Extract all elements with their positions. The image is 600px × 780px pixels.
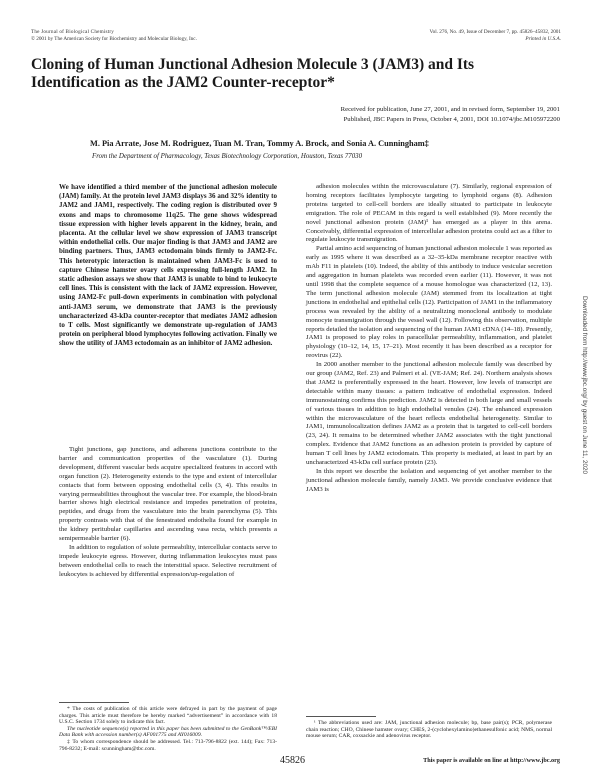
body-column-left xyxy=(59,446,277,580)
footnote-genbank: The nucleotide sequence(s) reported in this paper has been submitted to the GenBank™/EBI Data Bank with accession number(s) AF001775 and AY016009. xyxy=(59,725,277,739)
body-column-right xyxy=(306,183,552,495)
body-paragraph: In 2000 another member to the junctional adhesion molecule family was described by our group (JAM2, Ref. 23) and Palmeri et al. (VE-JAM; Ref. 24). Northern analysis shows that JAM2 is preferentially expressed in the heart. However, low levels of transcript are detectable within many tissues: a pattern indicative of endothelial expression. Indeed immunostaining confirms this prediction. JAM2 is detected in both large and small vessels of various tissues in addition to high endothelial venules (24). The enhanced expression within the microvasculature of the heart reflects endothelial heterogeneity. Similar to JAM1, immunolocalization defines JAM2 as a protein that is targeted to cell-cell borders (23, 24). It remains to be determined whether JAM2 associates with the tight junctional complex. Evidence that JAM2 functions as an adhesion protein is provided by capture of human T cell lines by JAM2 ectodomain. This property is mediated, at least in part by an uncharacterized 43-kDa cell surface protein (23). xyxy=(306,361,552,467)
article-title: Cloning of Human Junctional Adhesion Molecule 3 (JAM3) and Its Identification as the JAM2 Counter-receptor* xyxy=(31,56,475,91)
abstract: We have identified a third member of the junctional adhesion molecule (JAM) family. At the protein level JAM3 displays 36 and 32% identity to JAM2 and JAM1, respectively. The coding region is distributed over 9 exons and maps to chromosome 11q25. The gene shows widespread tissue expression with higher levels apparent in the kidney, brain, and placenta. At the cellular level we show expression of JAM3 transcript within endothelial cells. Our major finding is that JAM3 and JAM2 are binding partners. Thus, JAM3 ectodomain binds firmly to JAM2-Fc. This heterotypic interaction is maintained when JAM3-Fc is used to capture Chinese hamster ovary cells expressing full-length JAM2. In static adhesion assays we show that JAM3 is unable to bind to leukocyte cell lines. This is consistent with the lack of JAM2 expression. However, using JAM2-Fc pull-down experiments in combination with polyclonal anti-JAM3 serum, we demonstrate that JAM3 is the previously uncharacterized 43-kDa counter-receptor that mediates JAM2 adhesion to T cells. Most significantly we demonstrate up-regulation of JAM3 protein on peripheral blood lymphocytes following activation. Finally we show the utility of JAM3 ectodomain as an inhibitor of JAM2 adhesion. xyxy=(59,183,277,348)
body-paragraph: In this report we describe the isolation and sequencing of yet another member to the junctional adhesion molecule family, namely JAM3. We provide conclusive evidence that JAM3 is xyxy=(306,468,552,493)
affiliation: From the Department of Pharmacology, Texas Biotechnology Corporation, Houston, Texas 77030 xyxy=(92,153,363,160)
footnote-correspondence: ‡ To whom correspondence should be addressed. Tel.: 713-796-8822 (ext. 144); Fax: 713-796-8232; E-mail: scunningham@tbc.com. xyxy=(59,738,277,752)
online-availability-note: This paper is available on line at http://www.jbc.org xyxy=(423,757,560,764)
body-paragraph: Partial amino acid sequencing of human junctional adhesion molecule 1 was reported as early as 1995 where it was described as a 32–35-kDa membrane receptor reactive with mAb F11 in platelets (10). Indeed, the ability of this antibody to induce vesicular secretion and aggregation in human platelets was recorded even earlier (11). However, it was not until 1998 that the complete sequence of a mouse homologue was characterized (12, 13). The term junctional adhesion molecule (JAM) stemmed from its localization at tight junctions in endothelial and epithelial cells (12). Participation of JAM1 in the inflammatory process was revealed by the ability of a neutralizing monoclonal antibody to modulate monocyte transmigration through the vessel wall (12). Following this observation, multiple reports detailed the isolation and sequencing of the human JAM1 cDNA (14–18). Presently, JAM1 is proposed to play roles in paracellular permeability, inflammation, and platelet physiology (10–12, 14, 15, 17–21). Most recently it has been described as a receptor for reovirus (22). xyxy=(306,245,552,360)
footnote-divider-right xyxy=(306,716,376,717)
body-paragraph: Tight junctions, gap junctions, and adherens junctions contribute to the barrier and communication properties of the vasculature (1). During development, different vascular beds acquire specialized features in accord with organ function (2). Heterogeneity extends to the type and extent of intercellular contacts that form between opposing endothelial cells (3, 4). This results in varying permeabilities throughout the vascular tree. For example, the blood-brain barrier shows high electrical resistance and impedes penetration of proteins, peptides, and drugs from the vasculature into the brain parenchyma (5). This property contrasts with that of the fenestrated endothelia found for example in the kidney peritubular capillaries and ascending vasa recta, which presents a semipermeable barrier (6). xyxy=(59,446,277,543)
footnote-costs: * The costs of publication of this article were defrayed in part by the payment of page charges. This article must therefore be hereby marked “advertisement” in accordance with 18 U.S.C. Section 1734 solely to indicate this fact. xyxy=(59,706,277,726)
footnote-divider-left xyxy=(59,702,129,703)
journal-header-left xyxy=(31,29,197,42)
footnotes-left xyxy=(59,706,277,752)
journal-name: The Journal of Biological Chemistry xyxy=(31,29,115,35)
copyright-line: © 2001 by The American Society for Biochemistry and Molecular Biology, Inc. xyxy=(31,35,197,42)
received-dates xyxy=(160,105,560,124)
author-list: M. Pia Arrate, Jose M. Rodriguez, Tuan M. Tran, Tommy A. Brock, and Sonia A. Cunningham‡ xyxy=(90,139,429,148)
received-line: Received for publication, June 27, 2001, and in revised form, September 19, 2001 xyxy=(340,106,560,113)
footnote-abbreviations: ¹ The abbreviations used are: JAM, junctional adhesion molecule; bp, base pair(s); PCR, polymerase chain reaction; CHO, Chinese hamster ovary; CHES, 2-(cyclohexylamino)ethanesulfonic acid; NMS, normal mouse serum; CAR, coxsackie and adenovirus receptor. xyxy=(306,720,552,740)
volume-issue: Vol. 276, No. 49, Issue of December 7, pp. 45826–45832, 2001 xyxy=(429,29,561,35)
printed-in: Printed in U.S.A. xyxy=(525,35,561,42)
page-number: 45826 xyxy=(280,755,305,766)
body-paragraph: adhesion molecules within the microvasculature (7). Similarly, regional expression of homing receptors facilitates lymphocyte targeting to lymphoid organs (8). Adhesion proteins targeted to cell-cell borders are ideally situated to participate in leukocyte emigration. The role of PECAM in this regard is well established (9). More recently the novel junctional adhesion protein (JAM)¹ has emerged as a player in this arena. Conceivably, differential expression of intercellular adhesion proteins could act as a filter to regulate leukocyte transmigration. xyxy=(306,183,552,244)
published-line: Published, JBC Papers in Press, October 4, 2001, DOI 10.1074/jbc.M105972200 xyxy=(343,115,560,123)
journal-header-right xyxy=(430,29,561,42)
footnotes-right xyxy=(306,720,552,740)
body-paragraph: In addition to regulation of solute permeability, intercellular contacts serve to impede leukocyte egress. However, during inflammation leukocytes must pass between endothelial cells to reach the interstitial space. Selective recruitment of leukocytes is achieved by differential expression/up-regulation of xyxy=(59,543,277,578)
download-watermark: Downloaded from http://www.jbc.org/ by guest on June 11, 2020 xyxy=(581,296,588,475)
